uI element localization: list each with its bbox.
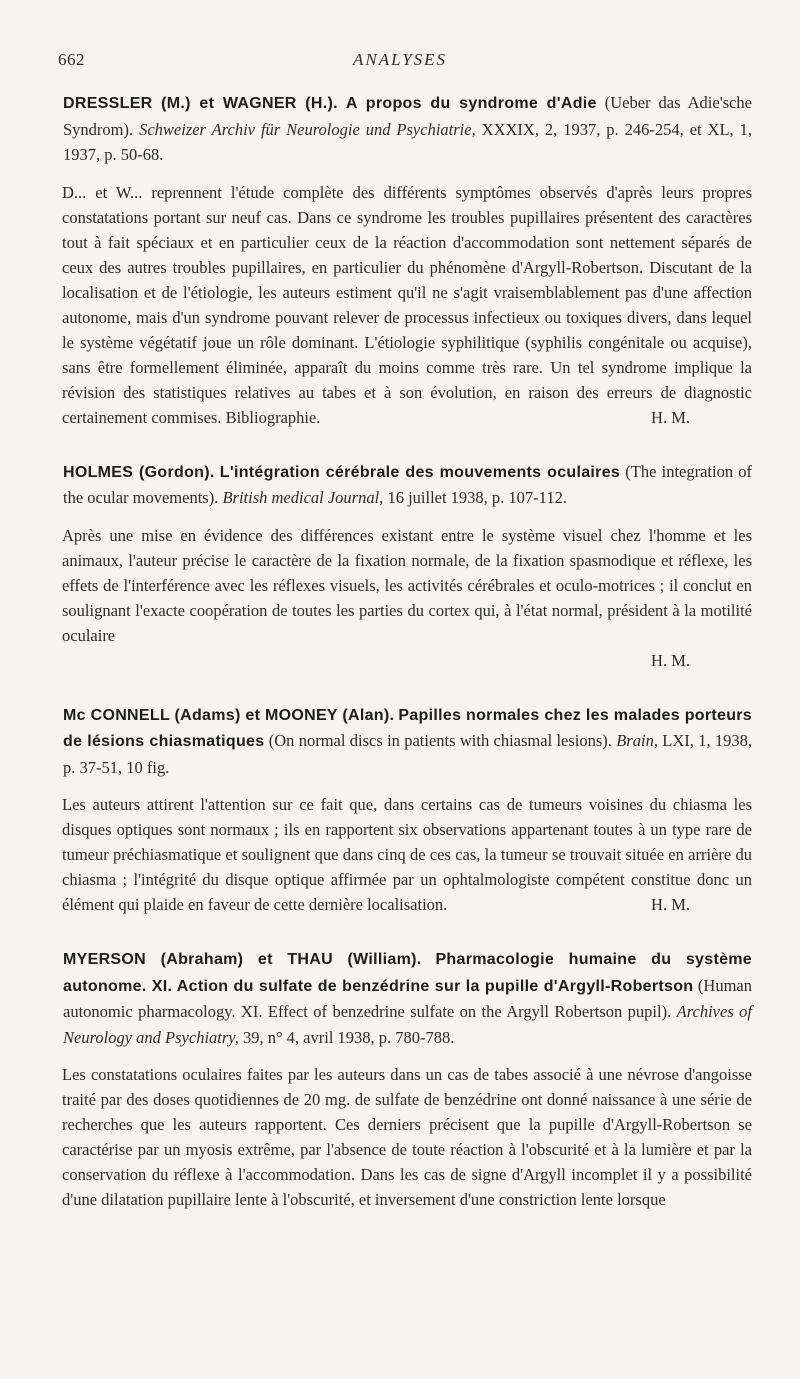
journal-name: Archives of Neurology and Psychiatry, xyxy=(63,1002,753,1047)
journal-name: Schweizer Archiv für Neurologie und Psychiatrie, xyxy=(139,119,476,139)
page-number: 662 xyxy=(58,50,85,69)
running-title: ANALYSES xyxy=(352,50,448,69)
citation xyxy=(62,702,752,781)
abstract-text: Après une mise en évidence des différences existant entre le système visuel chez l'homme et les animaux, l'auteur précise le caractère de la fixation normale, de la fixation spasmodique et réflexe, les effets de l'interférence avec les réflexes visuels, les activités cérébrales et oculo-motrices ; il conclut en soulignant l'exacte coopération de toutes les parties du cortex qui, à l'état normal, président à la motilité oculaire xyxy=(62,525,752,645)
citation-details: LXI, 1, 1938, p. 37-51, 10 fig. xyxy=(63,731,753,777)
authors: DRESSLER (M.) et WAGNER (H.). xyxy=(63,95,338,112)
article-list xyxy=(62,90,752,1241)
abstract xyxy=(62,1062,752,1212)
citation-details: 16 juillet 1938, p. 107-112. xyxy=(387,488,567,507)
abstract xyxy=(62,523,752,648)
abstract-text: Les auteurs attirent l'attention sur ce fait que, dans certains cas de tumeurs voisines du chiasma les disques optiques sont normaux ; ils en rapportent six observations appartenant toutes à un type rare de tumeur préchiasmatique et soulignent que dans cinq de ces cas, la tumeur se trouvait située en arrière du chiasma ; l'intégrité du disque optique affirmée par un ophtalmologiste compétent constitue donc un élément qui plaide en faveur de cette dernière localisation. xyxy=(62,795,752,914)
review-entry xyxy=(62,90,752,430)
journal-name: Brain, xyxy=(616,731,658,750)
review-entry xyxy=(62,459,752,673)
citation xyxy=(62,946,752,1050)
abstract-text: Les constatations oculaires faites par les auteurs dans un cas de tabes associé à une névrose d'angoisse traité par des doses quotidiennes de 20 mg. de sulfate de benzédrine ont donné naissance à une série de recherches que les auteurs rapportent. Ces derniers précisent que la pupille d'Argyll-Robertson se caractérise par un myosis extrême, par l'absence de toute réaction à l'obscurité et à la lumière et par la conservation du réflexe à l'accommodation. Dans les cas de signe d'Argyll incomplet il y a possibilité d'une dilatation pupillaire lente à l'obscurité, et inversement d'une constriction lente lorsque xyxy=(62,1065,752,1209)
citation-details: 39, n° 4, avril 1938, p. 780-788. xyxy=(242,1027,455,1047)
original-title: (The integration of the ocular movements). xyxy=(63,461,753,507)
review-entry xyxy=(62,946,752,1212)
article-title: L'intégration cérébrale des mouvements oculaires xyxy=(219,463,621,481)
citation xyxy=(62,90,752,168)
original-title: (Ueber das Adie'sche Syndrom). xyxy=(63,93,753,139)
running-head xyxy=(58,50,742,78)
authors: HOLMES (Gordon). xyxy=(63,463,215,481)
reviewer-signature: H. M. xyxy=(651,650,690,670)
original-title: (Human autonomic pharmacology. XI. Effect of benzedrine sulfate on the Argyll Robertson pupil). xyxy=(63,975,752,1021)
article-title: Papilles normales chez les malades porteurs de lésions chiasmatiques xyxy=(63,706,752,750)
authors: MYERSON (Abraham) et THAU (William). xyxy=(63,951,422,968)
abstract-text: D... et W... reprennent l'étude complète des différents symptômes observés d'après leurs propres constatations portant sur neuf cas. Dans ce syndrome les troubles pupillaires présentent des caractères tout à fait spéciaux et en particulier ceux de la réaction d'accommodation sont nettement séparés de ceux des autres troubles pupillaires, en particulier du phénomène d'Argyll-Robertson. Discutant de la localisation et de l'étiologie, les auteurs estiment qu'il ne s'agit vraisemblablement pas d'une affection autonome, mais d'un syndrome pouvant relever de processus infectieux ou toxiques divers, dans lequel le système végétatif joue un rôle dominant. L'étiologie syphilitique (syphilis congénitale ou acquise), sans être formellement éliminée, apparaît du moins comme très rare. Un tel syndrome implique la révision des statistiques relatives au tabes et à son évolution, en raison des erreurs de diagnostic certainement commises. Bibliographie. xyxy=(62,182,752,427)
abstract xyxy=(62,792,752,917)
reviewer-signature: H. M. xyxy=(651,895,690,914)
article-title: A propos du syndrome d'Adie xyxy=(345,95,597,112)
abstract xyxy=(62,180,752,430)
citation-details: XXXIX, 2, 1937, p. 246-254, et XL, 1, 1937, p. 50-68. xyxy=(63,119,753,164)
article-title: Pharmacologie humaine du système autonome. XI. Action du sulfate de benzédrine sur la pupille d'Argyll-Robertson xyxy=(63,951,752,995)
authors: Mc CONNELL (Adams) et MOONEY (Alan). xyxy=(63,706,395,724)
citation xyxy=(62,459,752,511)
review-entry xyxy=(62,702,752,918)
journal-name: British medical Journal, xyxy=(222,488,384,507)
original-title: (On normal discs in patients with chiasmal lesions). xyxy=(268,731,612,750)
reviewer-signature: H. M. xyxy=(651,407,690,427)
